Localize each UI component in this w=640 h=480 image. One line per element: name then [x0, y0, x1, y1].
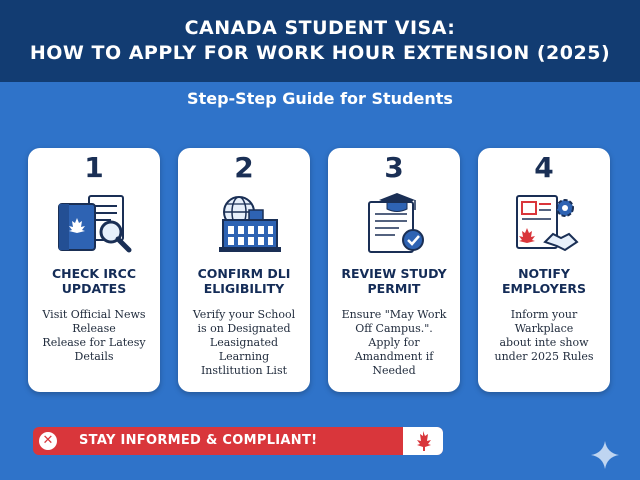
step-title: REVIEW STUDY PERMIT	[341, 266, 447, 296]
certificate-graduation-cap-icon	[349, 192, 439, 256]
step-title: CONFIRM DLI ELIGIBILITY	[197, 266, 291, 296]
sparkle-icon	[591, 441, 619, 469]
canada-flag-icon	[403, 427, 443, 455]
compliance-banner	[33, 427, 443, 455]
step-description: Verify your School is on Designated Leasignated Learning Instlitution List	[192, 308, 296, 377]
documents-magnifier-icon	[49, 192, 139, 256]
step-card-2	[178, 148, 310, 392]
step-card-4	[478, 148, 610, 392]
page-title-line-2: HOW TO APPLY FOR WORK HOUR EXTENSION (2025)	[29, 42, 611, 64]
step-card-3	[328, 148, 460, 392]
page-title-line-1: CANADA STUDENT VISA:	[184, 17, 456, 39]
step-title: NOTIFY EMPLOYERS	[501, 266, 587, 296]
step-number: 3	[384, 151, 404, 184]
school-building-globe-icon	[199, 192, 289, 256]
step-description: Ensure "May Work Off Campus.". Apply for Amandment if Needed	[341, 308, 447, 377]
header	[0, 0, 640, 82]
step-number: 1	[84, 151, 104, 184]
step-card-1	[28, 148, 160, 392]
step-number: 2	[234, 151, 254, 184]
page-subtitle: Step-Step Guide for Students	[187, 89, 453, 108]
banner-text: STAY INFORMED & COMPLIANT!	[79, 433, 318, 448]
step-description: Visit Official News Release Release for Latesy Details	[42, 308, 146, 363]
document-gear-handshake-icon	[499, 192, 589, 256]
step-description: Inform your Warkplace about inte show under 2025 Rules	[494, 308, 594, 363]
step-title: CHECK IRCC UPDATES	[51, 266, 136, 296]
close-icon: ✕	[39, 432, 57, 450]
step-number: 4	[534, 151, 554, 184]
